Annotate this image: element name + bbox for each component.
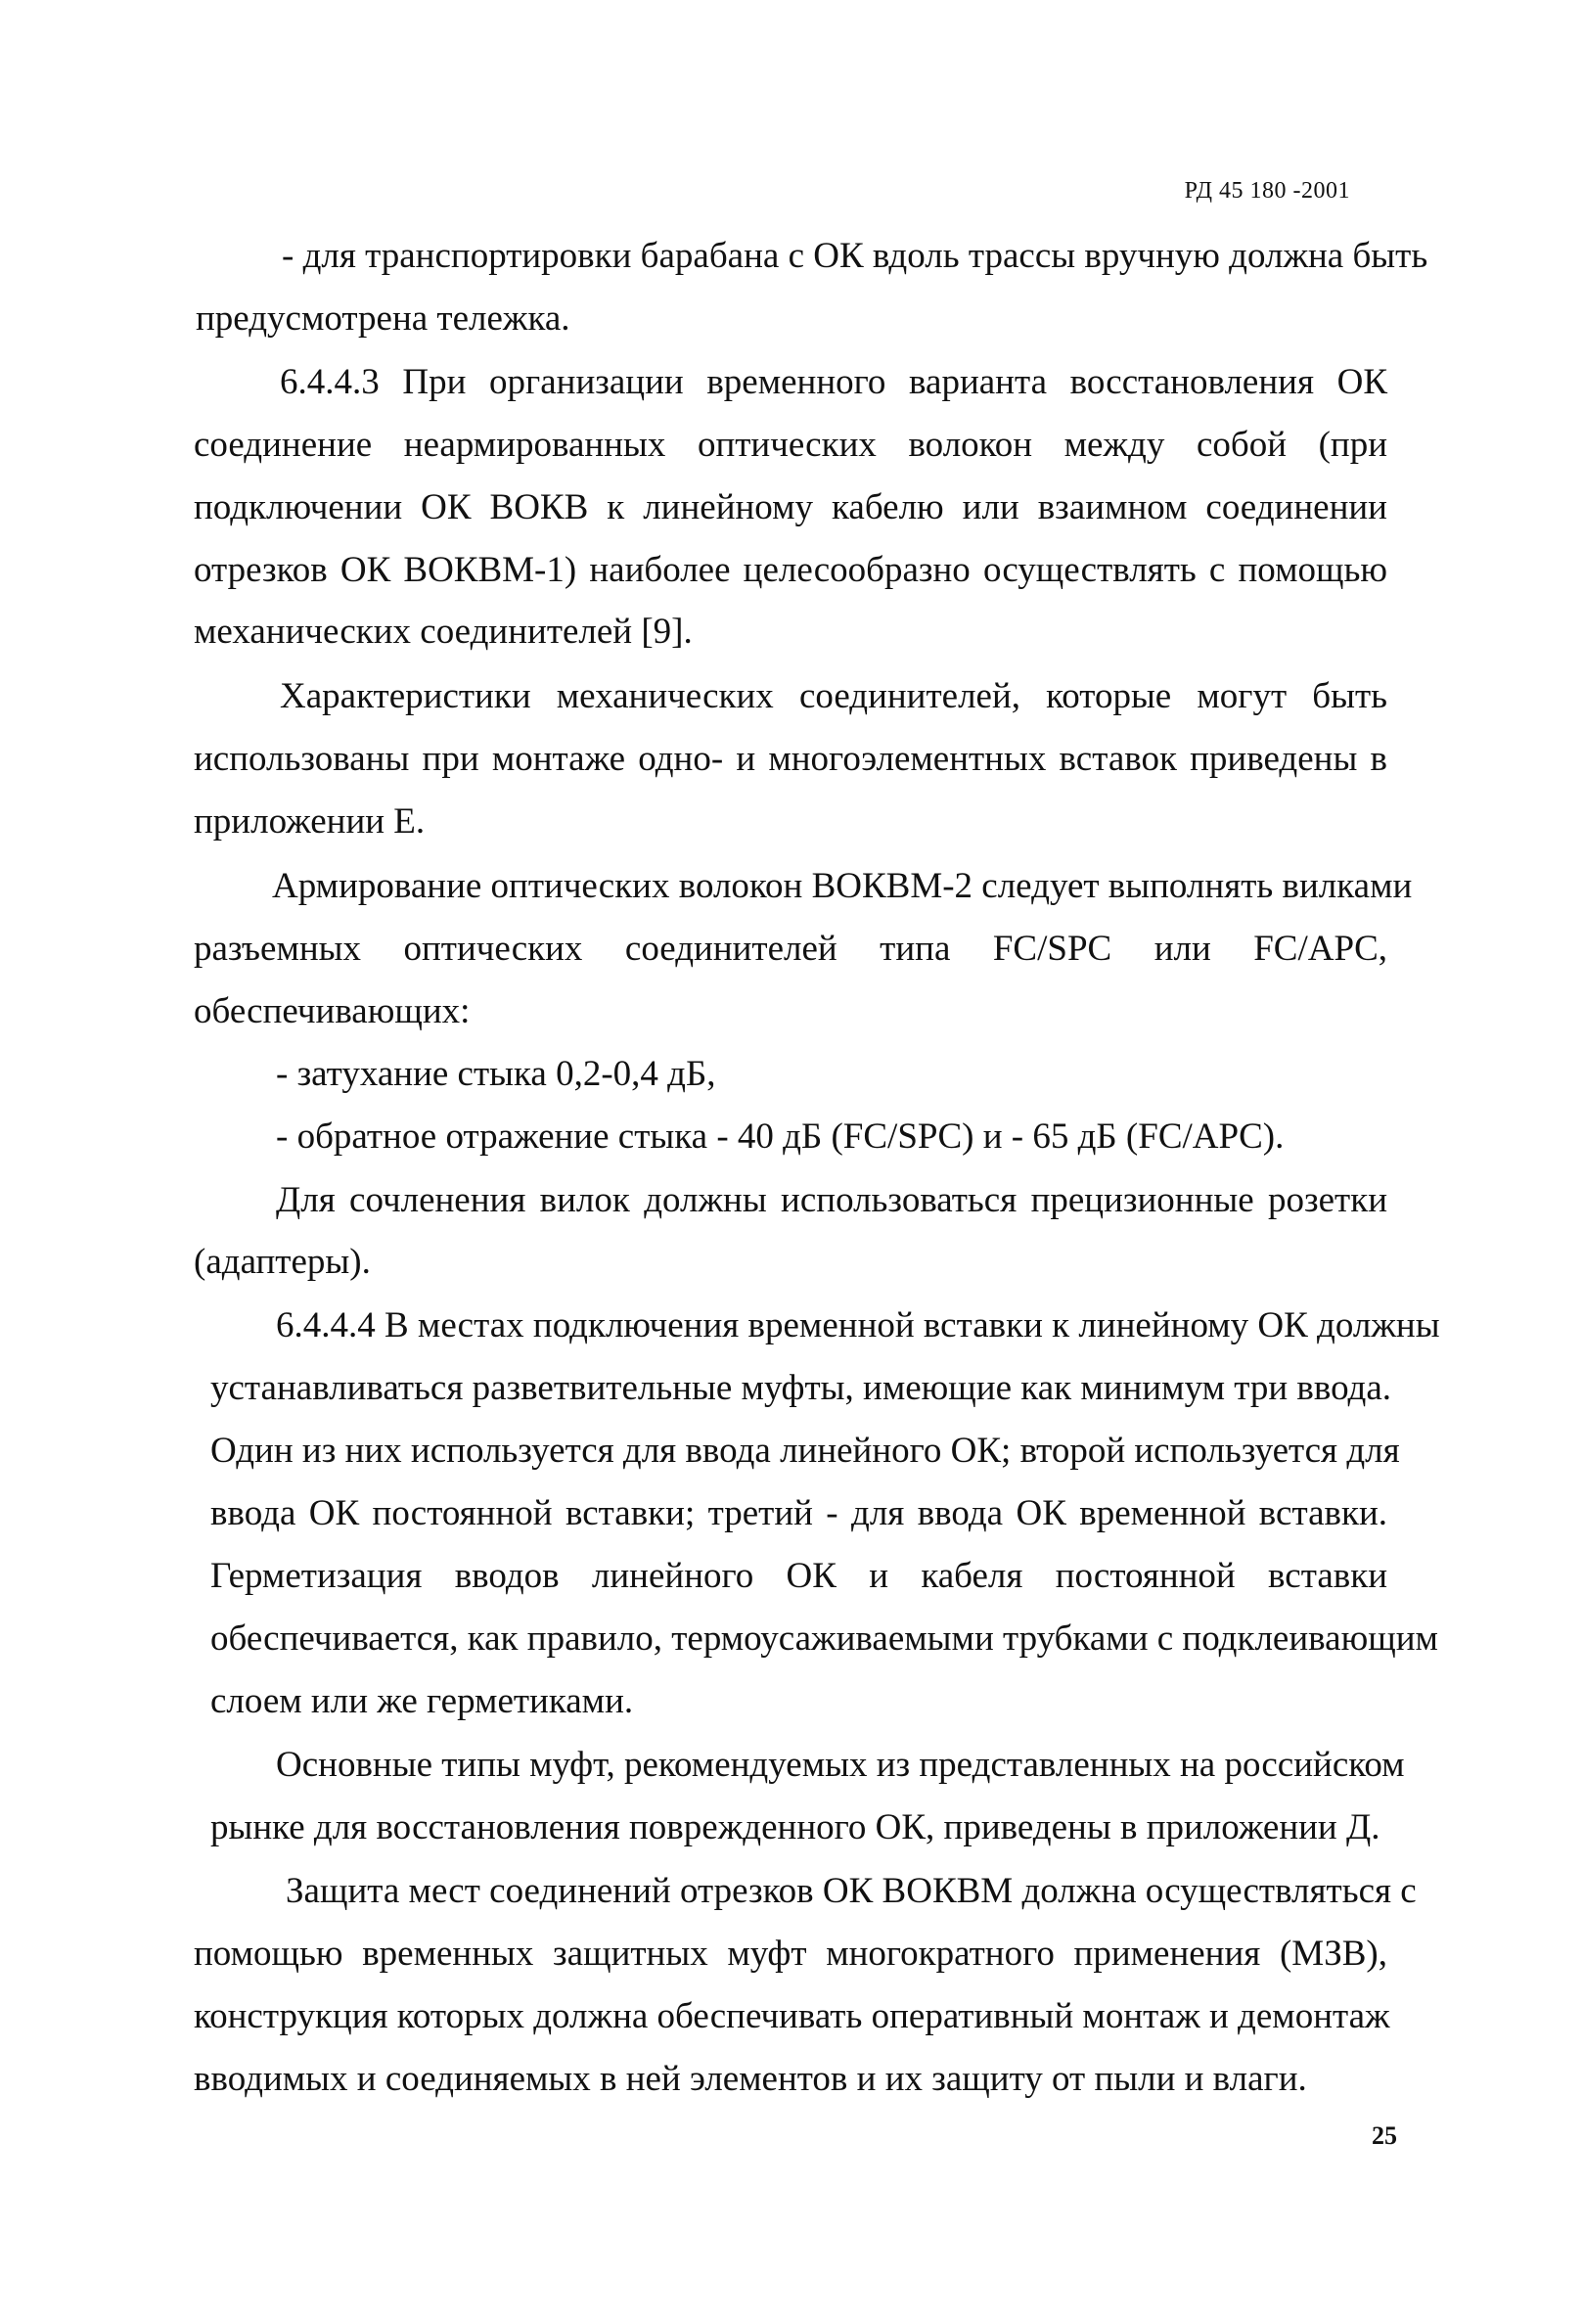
text-line-3: 6.4.4.3 При организации временного варианта восстановления ОК — [280, 362, 1387, 402]
text-line-21: ввода ОК постоянной вставки; третий - для ввода ОК временной вставки. — [210, 1493, 1387, 1533]
text-line-30: вводимых и соединяемых в ней элементов и их защиту от пыли и влаги. — [194, 2059, 1307, 2099]
text-line-22: Герметизация вводов линейного ОК и кабеля постоянной вставки — [210, 1556, 1387, 1596]
text-line-23: обеспечивается, как правило, термоусаживаемыми трубками с подклеивающим — [210, 1618, 1438, 1659]
text-line-7: механических соединителей [9]. — [194, 612, 693, 652]
text-line-5: подключении ОК ВОКВ к линейному кабелю или взаимном соединении — [194, 487, 1387, 527]
text-line-17: (адаптеры). — [194, 1242, 371, 1282]
text-line-19: устанавливаться разветвительные муфты, имеющие как минимум три ввода. — [210, 1368, 1392, 1408]
text-line-10: приложении Е. — [194, 801, 426, 842]
text-line-27: Защита мест соединений отрезков ОК ВОКВМ должна осуществляться с — [286, 1871, 1417, 1911]
text-line-9: использованы при монтаже одно- и многоэлементных вставок приведены в — [194, 739, 1387, 779]
document-code-header: РД 45 180 -2001 — [1184, 178, 1350, 204]
text-line-16: Для сочленения вилок должны использоваться прецизионные розетки — [276, 1180, 1387, 1220]
text-line-2: предусмотрена тележка. — [196, 298, 570, 339]
text-line-18: 6.4.4.4 В местах подключения временной вставки к линейному ОК должны — [276, 1305, 1440, 1345]
text-line-1: - для транспортировки барабана с ОК вдоль трассы вручную должна быть — [282, 236, 1428, 276]
text-line-14: - затухание стыка 0,2-0,4 дБ, — [276, 1054, 716, 1094]
text-line-13: обеспечивающих: — [194, 991, 471, 1031]
text-line-24: слоем или же герметиками. — [210, 1681, 634, 1721]
text-line-12: разъемных оптических соединителей типа FC/SPC или FC/APC, — [194, 929, 1387, 969]
text-line-8: Характеристики механических соединителей, которые могут быть — [280, 676, 1387, 716]
text-line-29: конструкция которых должна обеспечивать оперативный монтаж и демонтаж — [194, 1996, 1390, 2036]
text-line-25: Основные типы муфт, рекомендуемых из представленных на российском — [276, 1745, 1405, 1785]
page-number: 25 — [1372, 2121, 1397, 2150]
text-line-26: рынке для восстановления поврежденного ОК, приведены в приложении Д. — [210, 1807, 1380, 1847]
text-line-11: Армирование оптических волокон ВОКВМ-2 следует выполнять вилками — [272, 866, 1413, 906]
text-line-6: отрезков ОК ВОКВМ-1) наиболее целесообразно осуществлять с помощью — [194, 550, 1387, 590]
text-line-20: Один из них используется для ввода линейного ОК; второй используется для — [210, 1431, 1400, 1471]
text-line-4: соединение неармированных оптических волокон между собой (при — [194, 425, 1387, 465]
text-line-15: - обратное отражение стыка - 40 дБ (FC/SPC) и - 65 дБ (FC/APC). — [276, 1116, 1285, 1157]
text-line-28: помощью временных защитных муфт многократного применения (МЗВ), — [194, 1934, 1387, 1974]
